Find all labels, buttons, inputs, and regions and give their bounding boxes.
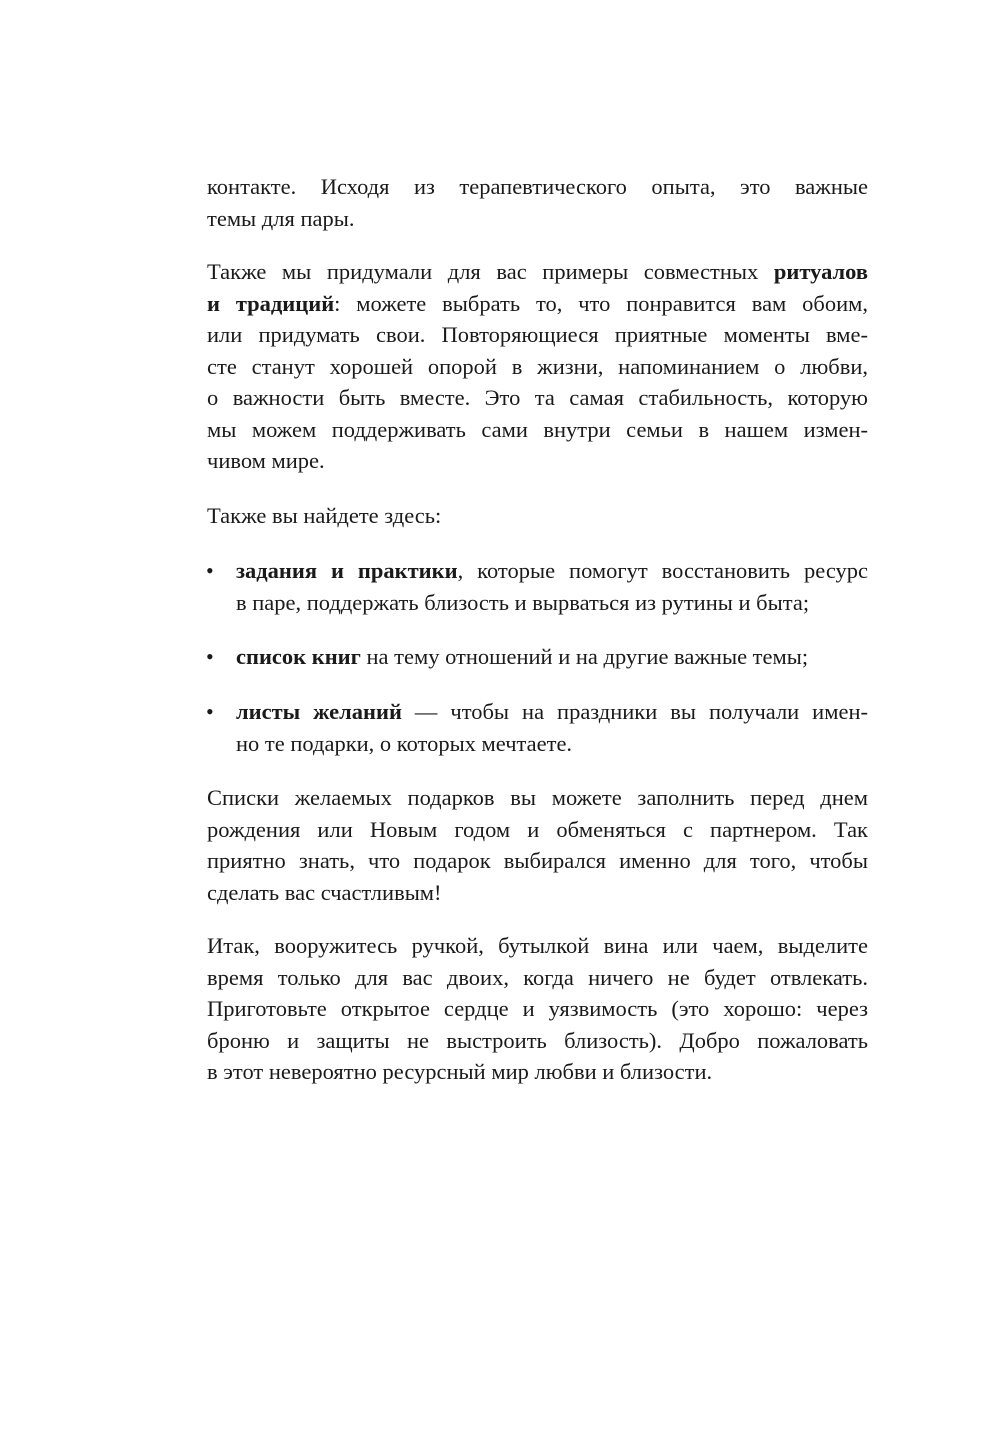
text-segment: чивом мире.	[207, 448, 325, 473]
text-segment: броню и защиты не выстроить близость). Добро пожаловать	[207, 1027, 868, 1053]
bullet-icon: •	[206, 558, 214, 583]
text-segment: Приготовьте открытое сердце и уязвимость (это хорошо: через	[207, 996, 868, 1021]
text-segment: Также вы найдете здесь:	[207, 503, 442, 528]
text-segment: в этот невероятно ресурсный мир любви и близости.	[207, 1059, 713, 1084]
text-line	[207, 500, 868, 532]
text-line	[207, 256, 868, 288]
text-segment: сте станут хорошей опорой в жизни, напоминанием о любви,	[207, 353, 868, 379]
bullet-icon: •	[206, 699, 214, 724]
text-line	[207, 414, 868, 446]
text-line	[207, 1025, 868, 1057]
bold-text: список книг	[236, 644, 361, 669]
text-segment: время только для вас двоих, когда ничего не будет отвлекать.	[207, 964, 868, 990]
text-segment: контакте. Исходя из терапевтического опыта, это важные	[207, 174, 868, 199]
text-segment: рождения или Новым годом и обменяться с партнером. Так	[207, 816, 868, 842]
text-line	[207, 845, 868, 877]
text-segment: но те подарки, о которых мечтаете.	[236, 730, 573, 756]
text-line	[236, 587, 868, 619]
text-segment: на тему отношений и на другие важные темы;	[360, 644, 809, 669]
text-line	[207, 171, 868, 203]
bullet-list-item	[206, 641, 868, 673]
text-segment: темы для пары.	[207, 205, 355, 231]
text-segment: — чтобы на праздники вы получали имен-	[401, 699, 868, 724]
paragraph	[207, 171, 868, 234]
text-line	[207, 351, 868, 383]
text-line	[207, 962, 868, 994]
paragraph	[207, 500, 868, 532]
text-line	[236, 696, 868, 728]
bold-text: ритуалов	[773, 259, 868, 284]
text-line	[207, 814, 868, 846]
text-line	[207, 930, 868, 962]
bullet-list-item	[206, 696, 868, 759]
bullet-list-item	[206, 555, 869, 618]
text-line	[236, 641, 868, 673]
text-line	[207, 993, 868, 1025]
paragraph	[207, 782, 868, 908]
text-segment: о важности быть вместе. Это та самая стабильность, которую	[207, 385, 868, 410]
text-line	[207, 1056, 868, 1088]
text-line	[207, 203, 868, 235]
text-line	[236, 728, 868, 760]
text-line	[207, 782, 868, 814]
text-segment: приятно знать, что подарок выбирался именно для того, чтобы	[207, 848, 868, 873]
text-segment: сделать вас счастливым!	[207, 879, 442, 905]
text-line	[207, 288, 868, 320]
text-segment: мы можем поддерживать сами внутри семьи в нашем измен-	[207, 416, 868, 442]
text-segment: Также мы придумали для вас примеры совместных	[207, 259, 774, 284]
bold-text: и традиций	[207, 290, 335, 316]
text-segment: , которые помогут восстановить ресурс	[457, 558, 869, 583]
text-line	[207, 382, 868, 414]
text-line	[207, 319, 868, 351]
text-segment: в паре, поддержать близость и вырваться из рутины и быта;	[236, 589, 810, 615]
bold-text: задания и практики	[236, 558, 458, 583]
text-line	[236, 555, 868, 587]
text-line	[207, 877, 868, 909]
text-segment: или придумать свои. Повторяющиеся приятные моменты вме-	[207, 322, 868, 347]
text-line	[207, 445, 868, 477]
bullet-icon: •	[206, 644, 214, 669]
bold-text: листы желаний	[236, 699, 402, 724]
paragraph	[207, 930, 868, 1088]
paragraph	[207, 256, 868, 477]
text-segment: Списки желаемых подарков вы можете заполнить перед днем	[207, 785, 868, 810]
text-segment: Итак, вооружитесь ручкой, бутылкой вина или чаем, выделите	[207, 933, 868, 958]
text-segment: : можете выбрать то, что понравится вам обоим,	[334, 290, 869, 316]
